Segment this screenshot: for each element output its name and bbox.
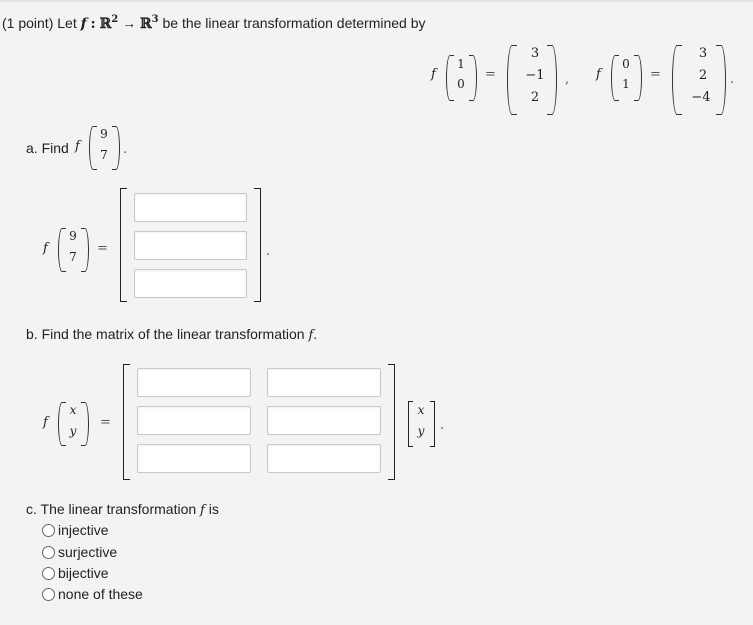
problem-statement <box>2 14 426 32</box>
domain-R: ℝ <box>99 16 112 32</box>
domain-exponent: 2 <box>111 14 119 25</box>
equals-sign: = <box>485 67 496 82</box>
equals-sign: = <box>100 415 111 430</box>
period: . <box>730 72 735 87</box>
matrix-input-r2c2[interactable] <box>267 406 381 435</box>
arg-top: 9 <box>69 229 77 243</box>
v2-row-2: 2 <box>698 68 708 83</box>
f-symbol: f <box>308 328 314 343</box>
part-a-input-3[interactable] <box>134 269 247 298</box>
arg-bottom: 7 <box>100 148 108 162</box>
arrow: → <box>122 15 137 31</box>
statement-rest: be the linear transformation determined by <box>162 15 426 31</box>
right-paren <box>112 126 120 170</box>
f-symbol: f <box>75 139 80 154</box>
radio-button[interactable] <box>42 588 55 601</box>
left-bracket <box>123 364 130 480</box>
matrix-input-r3c2[interactable] <box>267 444 381 473</box>
f-symbol: f <box>43 241 48 256</box>
v2-row-1: 3 <box>698 46 708 61</box>
f-symbol: f <box>43 415 48 430</box>
part-a-input-2[interactable] <box>134 231 247 260</box>
right-paren <box>81 402 89 446</box>
part-c-suffix: is <box>208 501 219 517</box>
period: . <box>313 326 318 342</box>
v1-row-1: 3 <box>530 46 540 61</box>
option-bijective[interactable] <box>42 564 109 582</box>
option-label: none of these <box>58 586 143 602</box>
vec-y: y <box>417 424 425 438</box>
left-paren <box>446 55 454 101</box>
arg-bottom: 7 <box>69 250 77 264</box>
period: . <box>123 142 128 157</box>
matrix-input-r2c1[interactable] <box>137 406 251 435</box>
right-bracket <box>388 364 395 480</box>
equals-sign: = <box>97 241 108 256</box>
codomain-R: ℝ <box>139 16 152 32</box>
top-divider <box>0 0 753 2</box>
f-symbol: f <box>596 67 601 82</box>
period: . <box>266 244 271 259</box>
left-paren <box>58 402 66 446</box>
left-paren <box>611 55 619 101</box>
part-c-label: c. The linear transformation <box>26 501 197 517</box>
left-paren <box>672 45 682 115</box>
right-paren <box>547 45 557 115</box>
comma: , <box>565 72 570 87</box>
radio-button[interactable] <box>42 567 55 580</box>
vec-x: x <box>417 403 425 417</box>
matrix-input-r3c1[interactable] <box>137 444 251 473</box>
f-symbol: f <box>80 16 87 32</box>
f-symbol: f <box>200 503 205 518</box>
right-bracket <box>254 188 261 302</box>
left-paren <box>89 126 97 170</box>
var-x: x <box>69 403 77 417</box>
right-paren <box>81 228 89 272</box>
radio-button[interactable] <box>42 546 55 559</box>
left-paren <box>507 45 517 115</box>
option-label: injective <box>58 522 109 538</box>
option-label: surjective <box>58 544 118 560</box>
matrix-input-r1c2[interactable] <box>267 368 381 397</box>
e1-top: 1 <box>457 57 465 71</box>
option-injective[interactable] <box>42 521 109 539</box>
codomain-exponent: 3 <box>151 14 159 25</box>
right-paren <box>634 55 642 101</box>
e2-bottom: 1 <box>622 77 630 91</box>
e2-top: 0 <box>622 57 630 71</box>
equals-sign: = <box>650 67 661 82</box>
left-bracket <box>408 401 413 447</box>
part-a-input-1[interactable] <box>134 193 247 222</box>
left-bracket <box>120 188 127 302</box>
right-paren <box>716 45 726 115</box>
option-surjective[interactable] <box>42 543 117 561</box>
radio-button[interactable] <box>42 524 55 537</box>
part-a-label: a. Find <box>26 140 69 156</box>
part-c-prompt <box>26 501 219 518</box>
right-bracket <box>430 401 435 447</box>
option-label: bijective <box>58 565 109 581</box>
v1-row-3: 2 <box>530 90 540 105</box>
f-symbol: f <box>431 67 436 82</box>
points-label: (1 point) Let <box>2 15 77 31</box>
part-b-prompt <box>26 326 317 343</box>
matrix-input-r1c1[interactable] <box>137 368 251 397</box>
part-b-label: b. Find the matrix of the linear transformation <box>26 326 305 342</box>
right-paren <box>469 55 477 101</box>
left-paren <box>58 228 66 272</box>
v1-row-2: −1 <box>525 68 545 83</box>
colon: : <box>90 16 96 32</box>
v2-row-3: −4 <box>691 90 711 105</box>
option-none-of-these[interactable] <box>42 585 143 603</box>
arg-top: 9 <box>100 127 108 141</box>
period: . <box>440 418 445 433</box>
e1-bottom: 0 <box>457 77 465 91</box>
var-y: y <box>69 424 77 438</box>
